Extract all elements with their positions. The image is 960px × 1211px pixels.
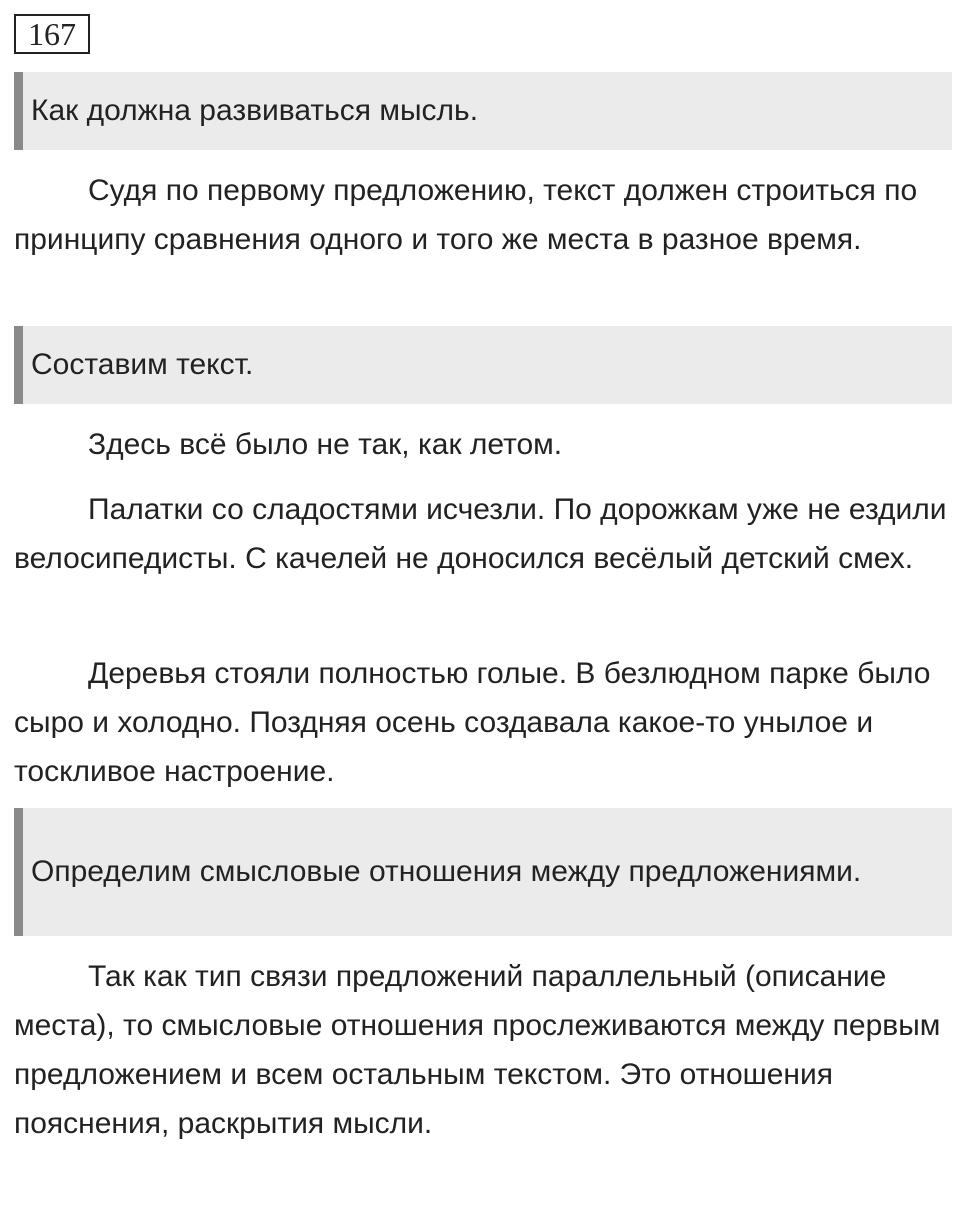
task-number-box: 167 xyxy=(14,14,90,54)
section-heading-text: Как должна развиваться мысль. xyxy=(31,94,479,127)
paragraph-composed-text-3: Деревья стояли полностью голые. В безлюдном парке было сыро и холодно. Поздняя осень создавала какое-то унылое и тоскливое настроение. xyxy=(14,657,931,788)
paragraph-development-explanation: Судя по первому предложению, текст должен строиться по принципу сравнения одного и того же места в разное время. xyxy=(14,174,918,256)
section-heading-text: Составим текст. xyxy=(31,348,254,381)
section-heading-text: Определим смысловые отношения между предложениями. xyxy=(31,855,862,888)
section-heading-semantic-relations xyxy=(14,808,952,936)
paragraph-semantic-relations-explanation: Так как тип связи предложений параллельный (описание места), то смысловые отношения прослеживаются между первым предложением и всем остальным текстом. Это отношения пояснения, раскрытия мысли. xyxy=(14,960,941,1140)
paragraph-composed-text-2: Палатки со сладостями исчезли. По дорожкам уже не ездили велосипедисты. С качелей не доносился весёлый детский смех. xyxy=(14,493,947,575)
paragraph-composed-text-1: Здесь всё было не так, как летом. xyxy=(88,428,563,461)
section-heading-compose-text xyxy=(14,326,952,404)
section-heading-development xyxy=(14,72,952,150)
